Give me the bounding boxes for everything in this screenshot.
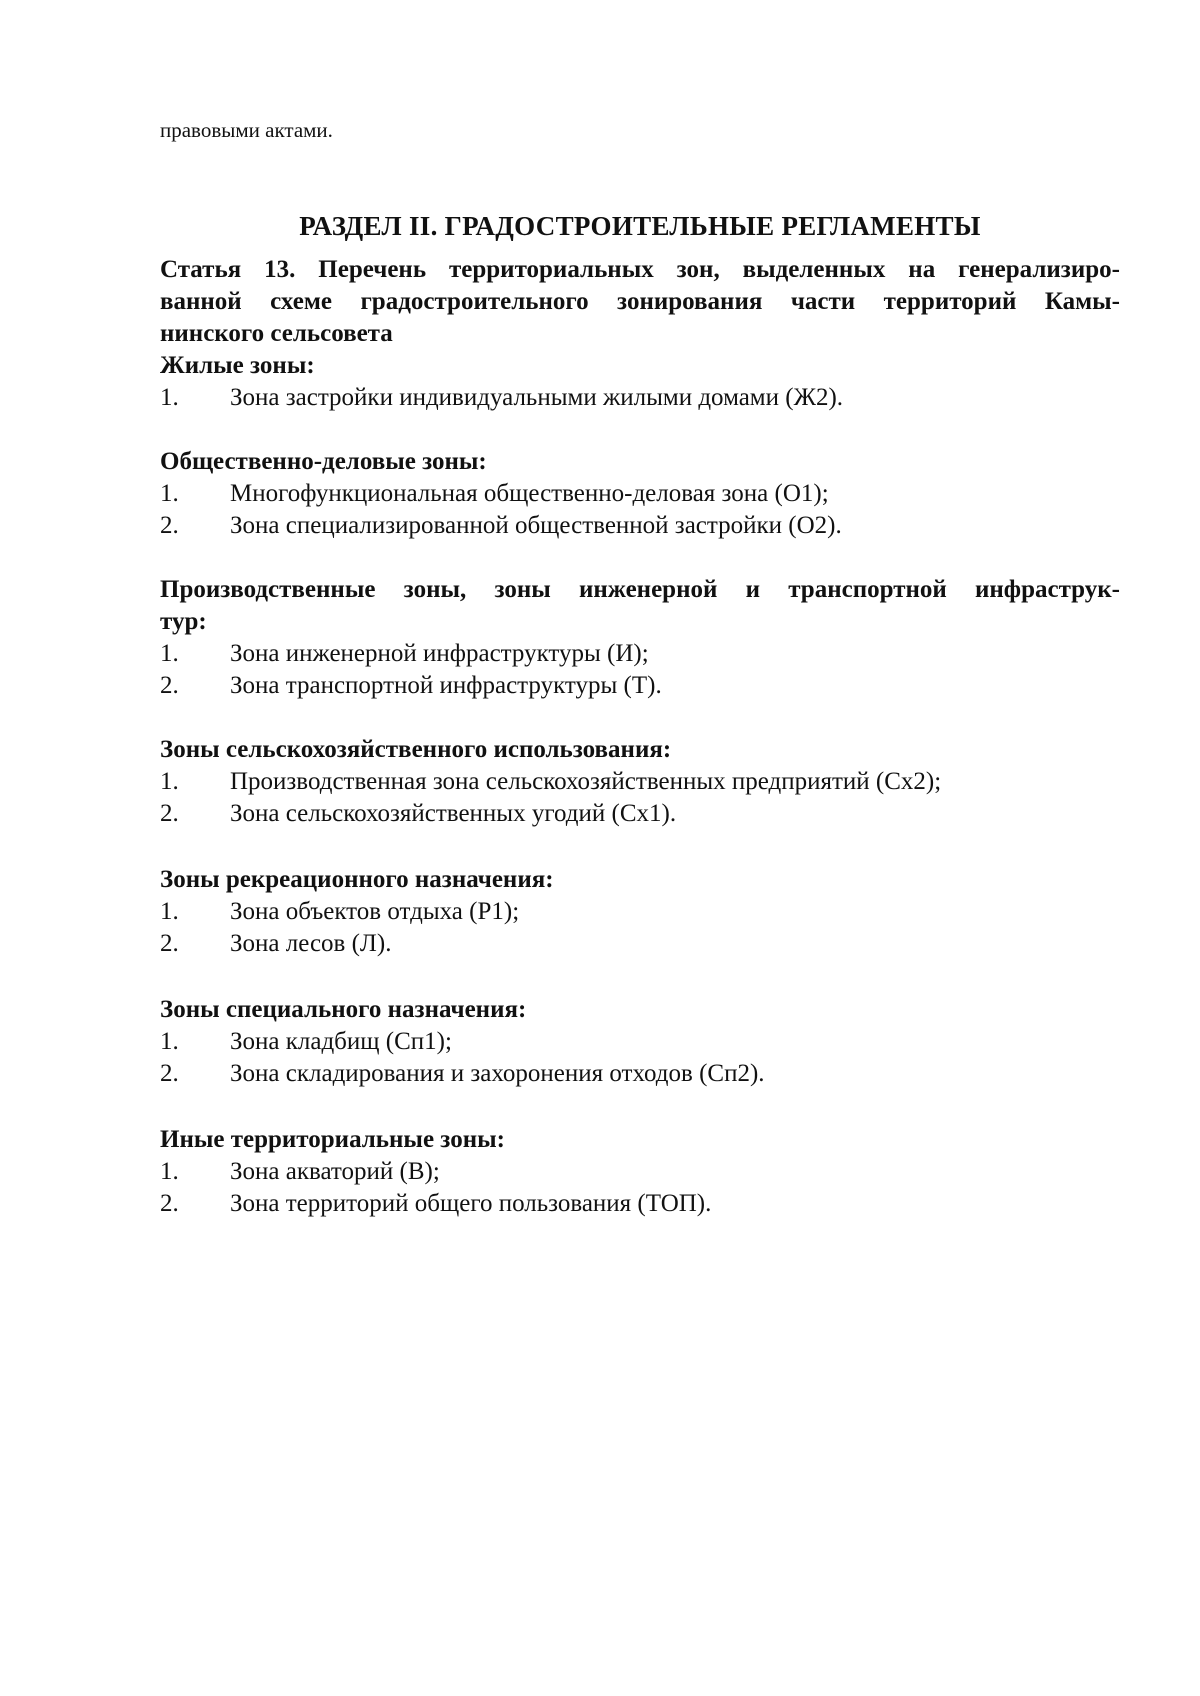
list-item <box>160 1156 1120 1188</box>
item-number: 2. <box>160 930 179 957</box>
list-item <box>160 1026 1120 1058</box>
item-number: 2. <box>160 1190 179 1217</box>
item-number: 1. <box>160 898 179 925</box>
group-title-line: Иные территориальные зоны: <box>160 1126 505 1153</box>
zone-list <box>160 382 1120 414</box>
group-title-line: Зоны сельскохозяйственного использования: <box>160 736 672 763</box>
item-number: 1. <box>160 480 179 507</box>
zone-list <box>160 896 1120 960</box>
group-title-line: Производственные зоны, зоны инженерной и транспортной инфраструк- <box>160 576 1120 603</box>
item-text: Зона специализированной общественной застройки (О2). <box>230 512 842 539</box>
article-heading <box>160 254 1120 350</box>
item-number: 2. <box>160 672 179 699</box>
group-title-line: Зоны специального назначения: <box>160 996 527 1023</box>
group-title <box>160 446 1120 478</box>
zone-group-agricultural <box>160 734 1120 830</box>
list-item <box>160 510 1120 542</box>
item-text: Зона территорий общего пользования (ТОП). <box>230 1190 712 1217</box>
item-number: 1. <box>160 1028 179 1055</box>
zone-group-other <box>160 1124 1120 1220</box>
zone-list <box>160 638 1120 702</box>
item-number: 2. <box>160 1060 179 1087</box>
article-heading-line: ванной схеме градостроительного зонирования части территорий Камы- <box>160 288 1120 315</box>
group-title <box>160 994 1120 1026</box>
group-title <box>160 1124 1120 1156</box>
zone-group-industrial <box>160 574 1120 702</box>
item-text: Производственная зона сельскохозяйственных предприятий (Сх2); <box>230 768 942 795</box>
zone-list <box>160 766 1120 830</box>
section-heading: РАЗДЕЛ II. ГРАДОСТРОИТЕЛЬНЫЕ РЕГЛАМЕНТЫ <box>299 211 981 241</box>
list-item <box>160 1188 1120 1220</box>
item-text: Зона застройки индивидуальными жилыми домами (Ж2). <box>230 384 844 411</box>
item-text: Многофункциональная общественно-деловая зона (О1); <box>230 480 829 507</box>
list-item <box>160 928 1120 960</box>
item-text: Зона кладбищ (Сп1); <box>230 1028 452 1055</box>
zone-group-recreational <box>160 864 1120 960</box>
item-text: Зона инженерной инфраструктуры (И); <box>230 640 649 667</box>
article-heading-line: Статья 13. Перечень территориальных зон, выделенных на генерализиро- <box>160 256 1120 283</box>
group-title <box>160 734 1120 766</box>
item-number: 2. <box>160 800 179 827</box>
list-item <box>160 1058 1120 1090</box>
item-text: Зона транспортной инфраструктуры (Т). <box>230 672 662 699</box>
zone-group-residential <box>160 350 1120 414</box>
list-item <box>160 638 1120 670</box>
zone-list <box>160 1026 1120 1090</box>
group-title <box>160 864 1120 896</box>
group-title-line: Жилые зоны: <box>160 352 315 379</box>
list-item <box>160 798 1120 830</box>
zone-group-special <box>160 994 1120 1090</box>
list-item <box>160 478 1120 510</box>
item-text: Зона акваторий (В); <box>230 1158 440 1185</box>
list-item <box>160 896 1120 928</box>
item-number: 1. <box>160 384 179 411</box>
list-item <box>160 670 1120 702</box>
group-title-line: Зоны рекреационного назначения: <box>160 866 554 893</box>
list-item <box>160 382 1120 414</box>
article-heading-line: нинского сельсовета <box>160 320 393 347</box>
item-text: Зона складирования и захоронения отходов (Сп2). <box>230 1060 765 1087</box>
group-title <box>160 350 1120 382</box>
zone-list <box>160 478 1120 542</box>
item-number: 1. <box>160 768 179 795</box>
document-page <box>160 0 1120 1696</box>
group-title <box>160 574 1120 638</box>
zone-list <box>160 1156 1120 1220</box>
item-number: 2. <box>160 512 179 539</box>
item-text: Зона объектов отдыха (Р1); <box>230 898 520 925</box>
item-text: Зона сельскохозяйственных угодий (Сх1). <box>230 800 677 827</box>
item-number: 1. <box>160 640 179 667</box>
list-item <box>160 766 1120 798</box>
group-title-line: тур: <box>160 608 207 635</box>
zone-group-business <box>160 446 1120 542</box>
group-title-line: Общественно-деловые зоны: <box>160 448 487 475</box>
item-text: Зона лесов (Л). <box>230 930 392 957</box>
item-number: 1. <box>160 1158 179 1185</box>
continuation-text: правовыми актами. <box>160 118 333 142</box>
